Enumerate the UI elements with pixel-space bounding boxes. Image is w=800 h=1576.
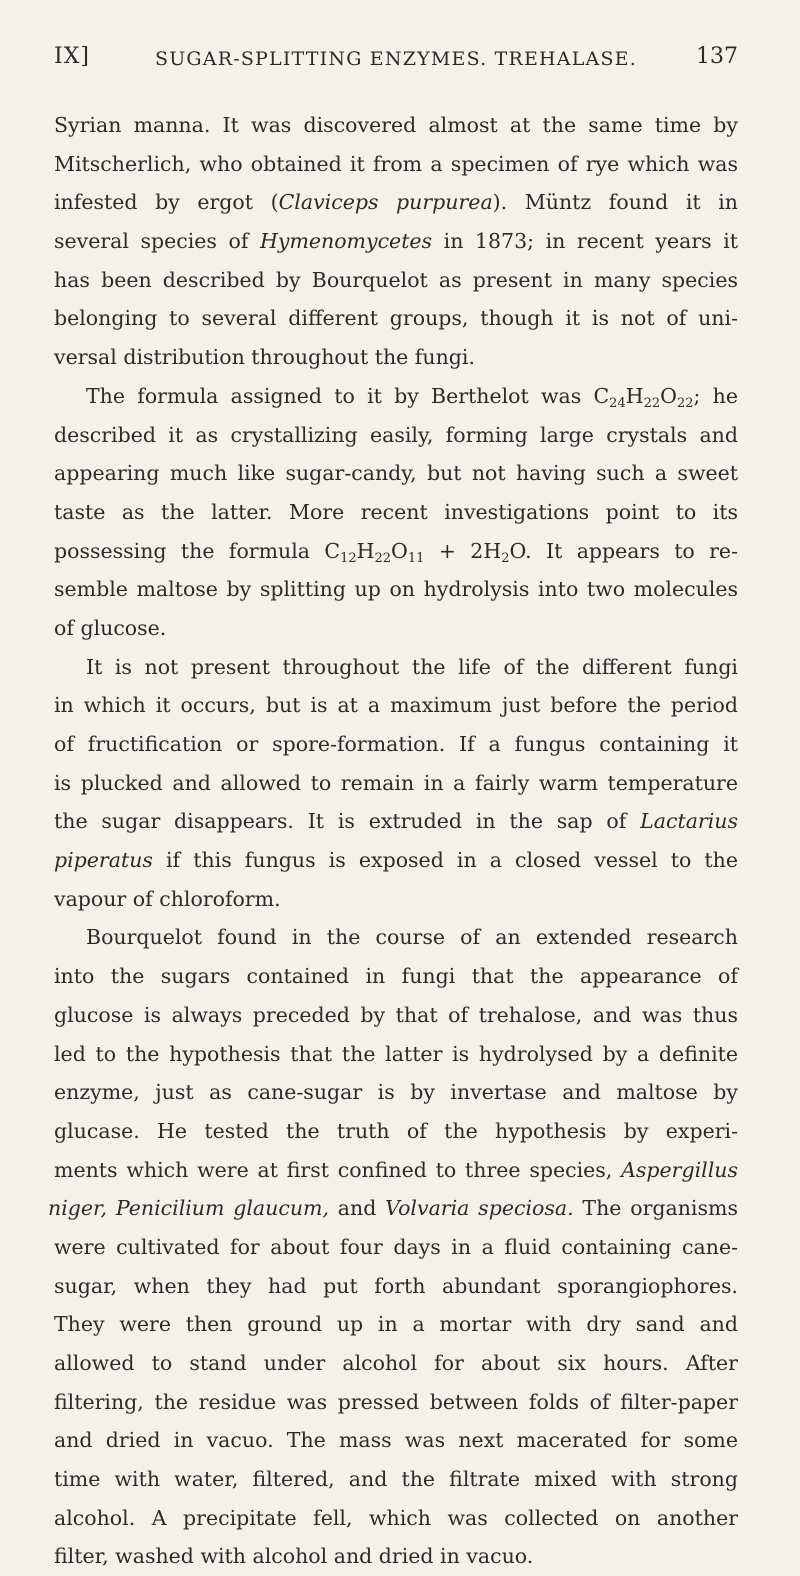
subscript: 11 (407, 550, 425, 566)
text-run: Bourquelot found in the course of an extended research (86, 925, 738, 950)
page-number: 137 (696, 44, 738, 69)
text-line (54, 1151, 738, 1190)
italic-term: niger, Penicilium glaucum, (48, 1196, 329, 1221)
text-line (54, 222, 738, 261)
chapter-marker: IX] (54, 44, 90, 69)
text-run: the sugar disappears. It is extruded in the sap of (54, 809, 641, 834)
subscript: 22 (374, 550, 392, 566)
running-head (54, 44, 738, 84)
text-run: O. It appears to re- (509, 538, 738, 563)
text-run: ; he (693, 383, 738, 408)
text-run: time with water, filtered, and the filtrate mixed with strong (54, 1467, 738, 1492)
text-line (54, 1112, 738, 1151)
text-line (54, 493, 738, 532)
subscript: 22 (643, 395, 661, 411)
text-line (48, 1189, 738, 1228)
text-run: H (625, 383, 644, 408)
text-line (54, 918, 738, 957)
text-line (54, 725, 738, 764)
text-line (54, 454, 738, 493)
text-run: and dried in vacuo. The mass was next macerated for some (54, 1428, 738, 1453)
text-line (54, 570, 738, 609)
text-run: is plucked and allowed to remain in a fairly warm temperature (54, 770, 738, 795)
text-line (54, 145, 738, 184)
body-text (48, 106, 738, 1576)
text-run: taste as the latter. More recent investigations point to its (54, 499, 738, 524)
text-run: O (660, 383, 677, 408)
text-run: alcohol. A precipitate fell, which was collected on another (54, 1505, 738, 1530)
italic-term: Volvaria speciosa. (385, 1196, 574, 1221)
text-line (54, 1537, 738, 1576)
text-line (54, 299, 738, 338)
text-run: infested by ergot ( (54, 190, 279, 215)
text-line (54, 802, 738, 841)
text-run: led to the hypothesis that the latter is hydrolysed by a definite (54, 1041, 738, 1066)
italic-term: Claviceps purpurea (278, 190, 493, 215)
text-line (54, 1267, 738, 1306)
text-line (54, 841, 738, 880)
text-run: semble maltose by splitting up on hydrolysis into two molecules (54, 577, 738, 602)
text-line (54, 996, 738, 1035)
text-run: O (391, 538, 408, 563)
text-run: ). Müntz found it in (492, 190, 738, 215)
text-line (54, 1421, 738, 1460)
text-run: glucose is always preceded by that of trehalose, and was thus (54, 1002, 738, 1027)
text-run: They were then ground up in a mortar with dry sand and (54, 1312, 738, 1337)
text-run: It is not present throughout the life of the different fungi (86, 654, 738, 679)
text-line (54, 1499, 738, 1538)
text-run: in 1873; in recent years it (432, 229, 738, 254)
text-run: The formula assigned to it by Berthelot was C (86, 383, 610, 408)
text-run: of glucose. (54, 615, 167, 640)
text-line (54, 1073, 738, 1112)
text-line (54, 532, 738, 571)
italic-term: piperatus (54, 848, 153, 873)
text-run: appearing much like sugar-candy, but not having such a sweet (54, 461, 738, 486)
text-line (54, 106, 738, 145)
text-run: The organisms (573, 1196, 738, 1221)
text-run: ments which were at first confined to three species, (54, 1157, 622, 1182)
text-run: Syrian manna. It was discovered almost at the same time by (54, 113, 738, 137)
text-run: possessing the formula C (54, 538, 341, 563)
text-line (54, 261, 738, 300)
text-line (54, 1383, 738, 1422)
subscript: 24 (609, 395, 626, 411)
text-run: if this fungus is exposed in a closed vessel to the (152, 848, 738, 873)
italic-term: Hymenomycetes (259, 229, 433, 254)
subscript: 12 (340, 550, 357, 566)
text-line (54, 686, 738, 725)
text-run: + 2H (424, 538, 502, 563)
text-run: several species of (54, 229, 260, 254)
text-line (54, 1460, 738, 1499)
text-run: allowed to stand under alcohol for about six hours. After (54, 1351, 738, 1375)
text-line (54, 1305, 738, 1344)
text-line (54, 880, 738, 919)
subscript: 22 (676, 395, 694, 411)
text-run: versal distribution throughout the fungi. (54, 345, 475, 370)
text-line (54, 764, 738, 803)
text-line (54, 338, 738, 377)
text-line (54, 957, 738, 996)
text-line (54, 377, 738, 416)
text-run: vapour of chloroform. (54, 886, 281, 911)
text-run: enzyme, just as cane-sugar is by invertase and maltose by (54, 1080, 738, 1105)
running-title: SUGAR-SPLITTING ENZYMES. TREHALASE. (154, 48, 637, 70)
text-run: has been described by Bourquelot as present in many species (54, 267, 738, 292)
subscript: 2 (501, 550, 510, 566)
text-run: filtering, the residue was pressed between folds of filter-paper (54, 1389, 738, 1414)
text-run: in which it occurs, but is at a maximum just before the period (54, 693, 738, 718)
text-run: and (329, 1196, 386, 1221)
text-run: belonging to several different groups, though it is not of uni- (54, 306, 738, 331)
text-line (54, 648, 738, 687)
text-line (54, 1228, 738, 1267)
italic-term: Lactarius (640, 809, 738, 834)
text-run: into the sugars contained in fungi that the appearance of (54, 964, 738, 989)
text-run: filter, washed with alcohol and dried in vacuo. (54, 1544, 534, 1569)
text-line (54, 416, 738, 455)
text-line (54, 1035, 738, 1074)
text-run: of fructification or spore-formation. If a fungus containing it (54, 732, 738, 756)
text-run: H (356, 538, 375, 563)
text-run: Mitscherlich, who obtained it from a specimen of rye which was (54, 151, 738, 176)
text-run: were cultivated for about four days in a fluid containing cane- (54, 1234, 738, 1259)
text-run: glucase. He tested the truth of the hypothesis by experi- (54, 1118, 738, 1143)
text-run: sugar, when they had put forth abundant sporangiophores. (54, 1273, 738, 1298)
italic-term: Aspergillus (621, 1157, 738, 1182)
text-line (54, 183, 738, 222)
text-line (54, 609, 738, 648)
text-run: described it as crystallizing easily, forming large crystals and (54, 422, 738, 447)
